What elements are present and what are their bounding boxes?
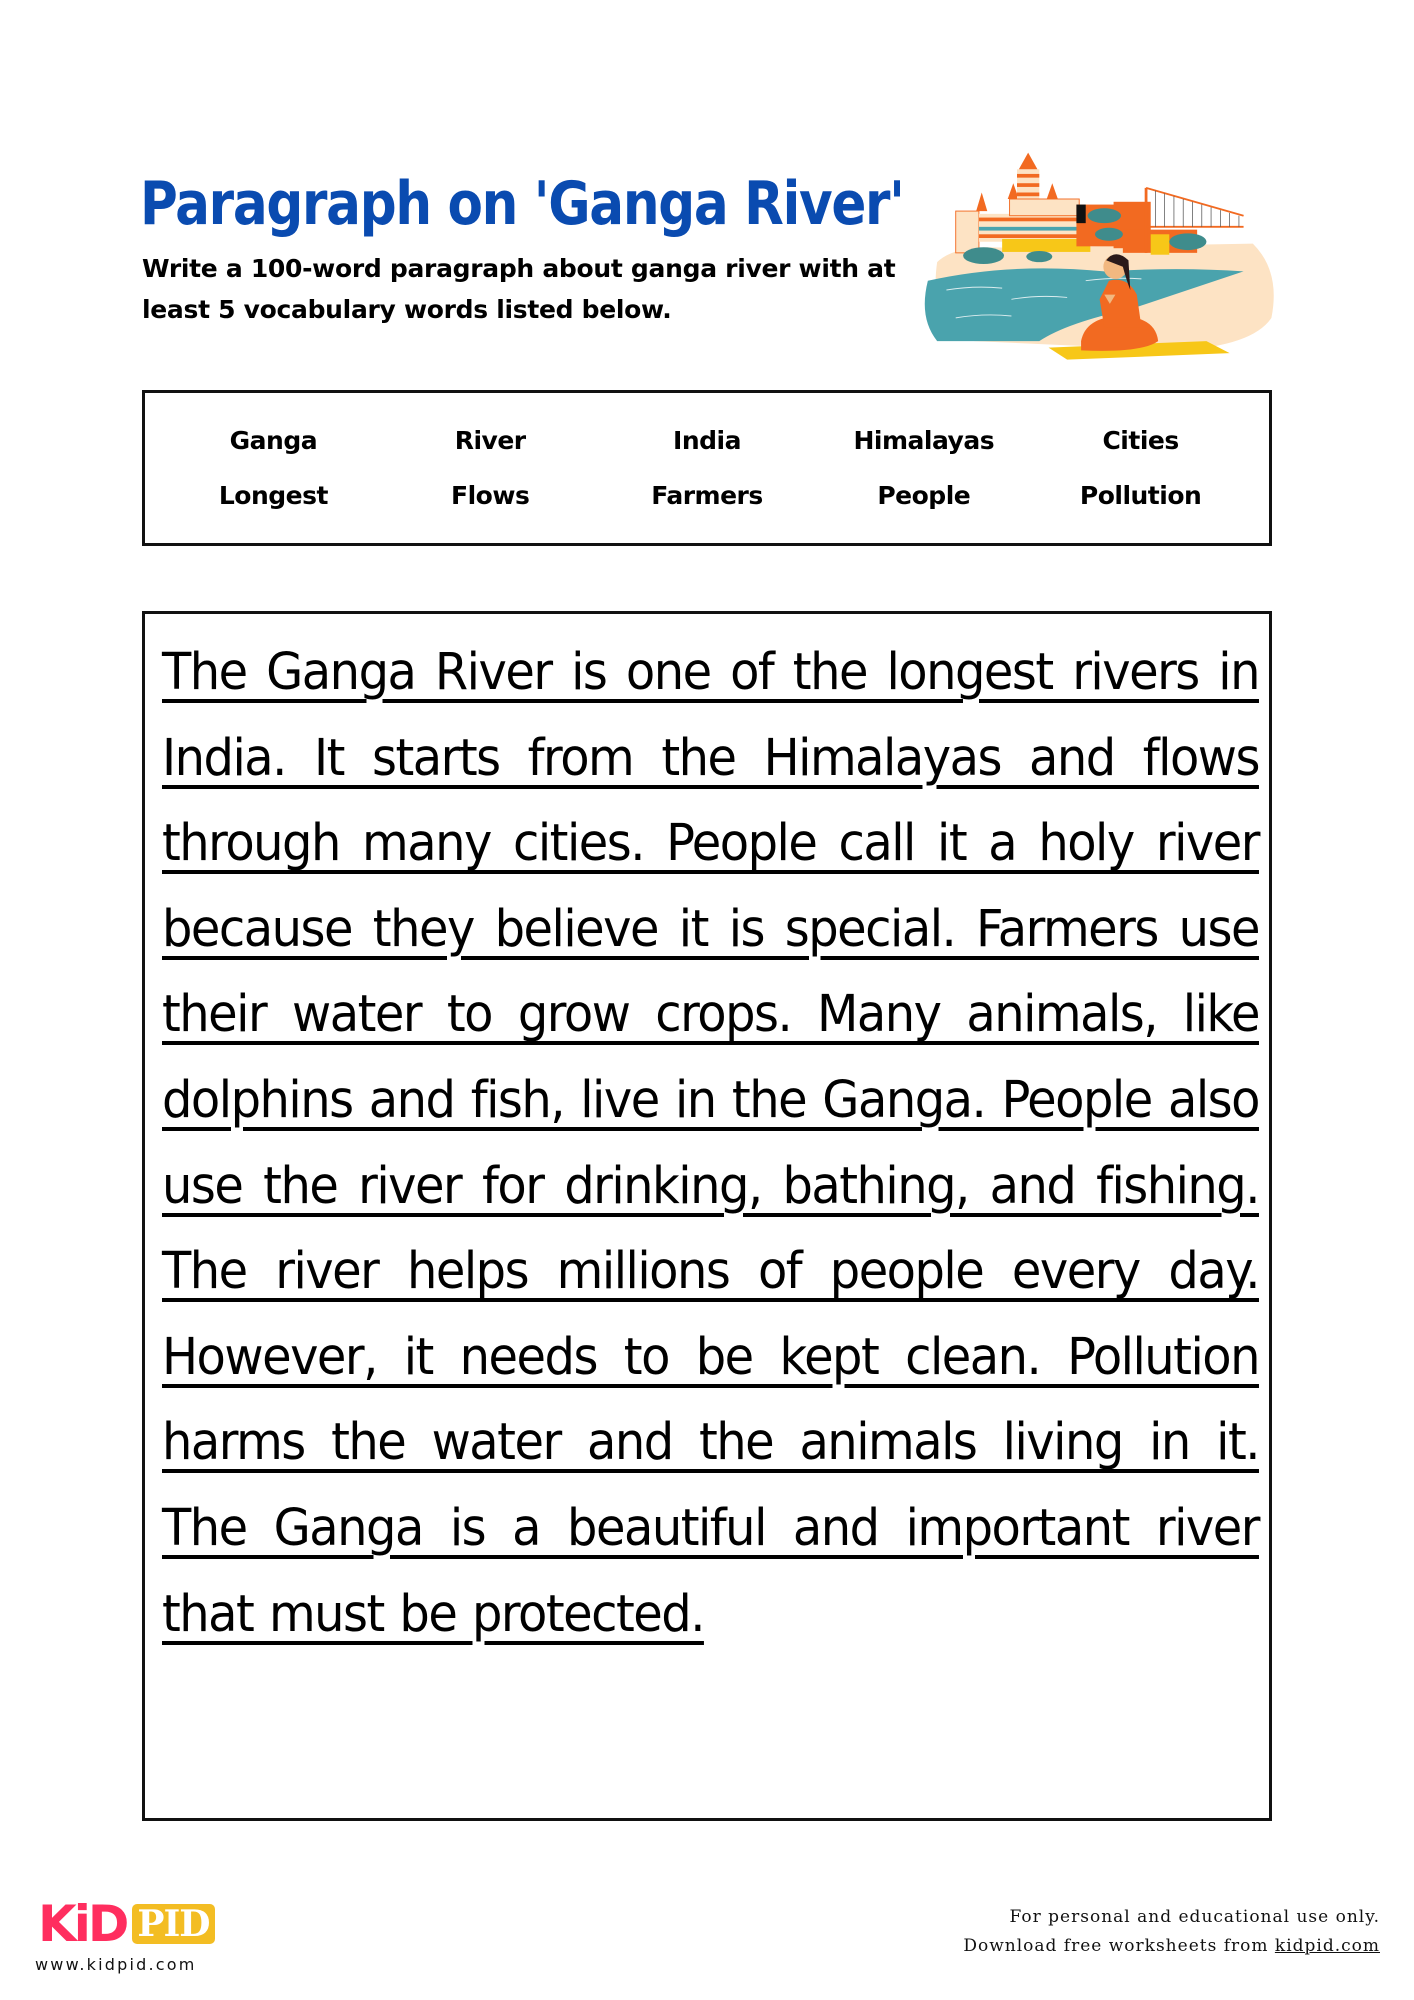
kidpid-link[interactable]: kidpid.com	[1274, 1936, 1380, 1956]
footer-url: www.kidpid.com	[35, 1955, 197, 1974]
vocab-word: Ganga	[229, 426, 318, 455]
vocab-word: Longest	[218, 481, 328, 510]
vocab-word: Cities	[1102, 426, 1179, 455]
vocab-word: Farmers	[651, 481, 763, 510]
logo-pid-badge: PID	[132, 1904, 214, 1944]
download-prefix: Download free worksheets from	[963, 1936, 1275, 1956]
vocab-word: Flows	[451, 481, 530, 510]
paragraph-box	[142, 611, 1272, 1821]
logo-kid-text: KiD	[38, 1895, 127, 1953]
vocab-word: India	[673, 426, 741, 455]
vocab-word: Himalayas	[853, 426, 995, 455]
page-title: Paragraph on 'Ganga River'	[140, 169, 904, 239]
vocab-word: Pollution	[1079, 481, 1202, 510]
ganga-ghat-illustration	[900, 140, 1290, 375]
instructions: Write a 100-word paragraph about ganga river with at least 5 vocabulary words listed below.	[142, 254, 896, 324]
footer-note	[963, 1903, 1380, 1961]
paragraph-text: The Ganga River is one of the longest rivers in India. It starts from the Himalayas and flows through many cities. People call it a holy river because they believe it is special. Farmers use their water to grow crops. Many animals, like dolphins and fish, live in the Ganga. People also use the river for drinking, bathing, and fishing. The river helps millions of people every day. However, it needs to be kept clean. Pollution harms the water and the animals living in it. The Ganga is a beautiful and important river that must be protected.	[162, 643, 1259, 1644]
vocab-word: People	[877, 481, 971, 510]
usage-note: For personal and educational use only.	[1009, 1907, 1380, 1927]
vocabulary-box	[142, 390, 1272, 546]
download-note	[963, 1932, 1380, 1961]
kidpid-logo[interactable]	[38, 1895, 215, 1953]
vocab-word: River	[454, 426, 526, 455]
